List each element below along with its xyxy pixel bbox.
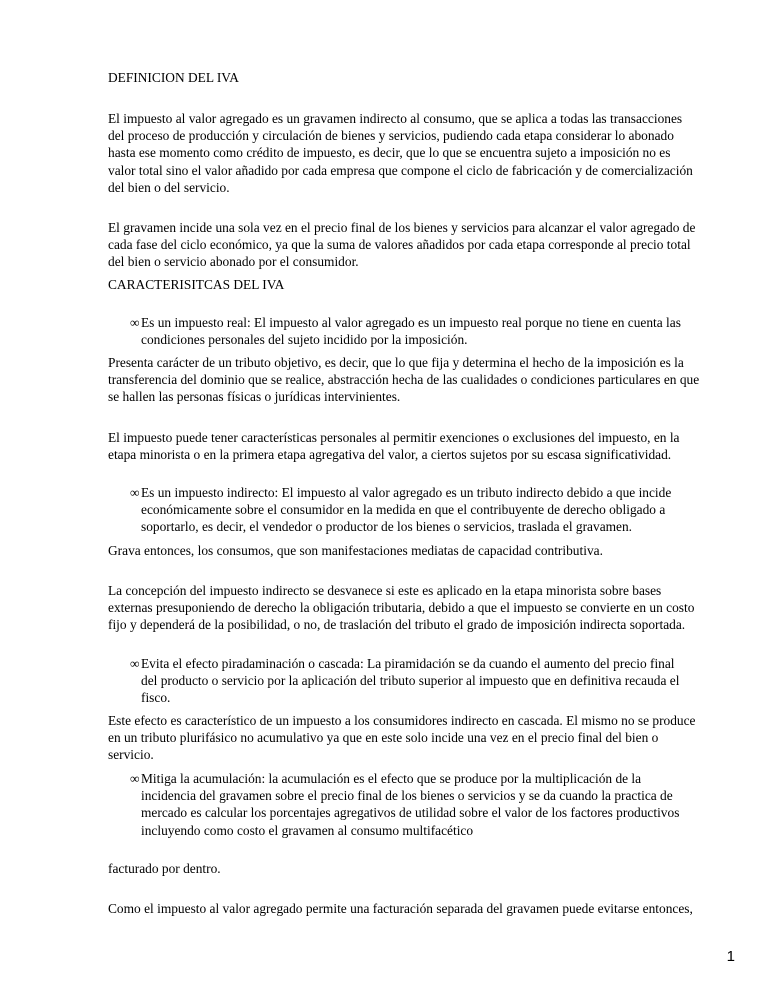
paragraph-concepcion: La concepción del impuesto indirecto se desvanece si este es aplicado en la etapa minorista sobre bases externas presuponiendo de derecho la obligación tributaria, debido a que el impuesto se convierte en un costo fijo y dependerá de la posibilidad, o no, de traslación del tributo el grado de imposición indirecta soportada. (108, 583, 695, 633)
paragraph-caracteristicas-personales: El impuesto puede tener características personales al permitir exenciones o exclusiones del impuesto, en la etapa minorista o en la primera etapa agregativa del valor, a ciertos sujetos por su escasa significatividad. (108, 430, 680, 463)
bullet-text: ∞ Es un impuesto indirecto: El impuesto al valor agregado es un tributo indirecto debido a que incide económicamente sobre el consumidor en la medida en que el contribuyente de derecho obligado a soportarlo, es decir, el vendedor o productor de los bienes o servicios, traslada el gravamen. (130, 484, 730, 536)
bullet-impuesto-real (130, 314, 730, 348)
bullet-text: ∞ Mitiga la acumulación: la acumulación es el efecto que se produce por la multiplicación de la incidencia del gravamen sobre el precio final de los bienes o servicios y se da cuando la practica de mercado es calcular los porcentajes agregativos de utilidad sobre el valor de los factores productivos incluyendo como costo el gravamen al consumo multifacético (130, 770, 730, 839)
paragraph-definicion: El impuesto al valor agregado es un gravamen indirecto al consumo, que se aplica a todas las transacciones del proceso de producción y circulación de bienes y servicios, pudiendo cada etapa considerar lo abonado hasta ese momento como crédito de impuesto, es decir, que lo que se encuentra sujeto a imposición no es valor total sino el valor añadido por cada empresa que compone el ciclo de fabricación y de comercialización del bien o del servicio. (108, 111, 693, 195)
paragraph-gravamen: El gravamen incide una sola vez en el precio final de los bienes y servicios para alcanzar el valor agregado de cada fase del ciclo económico, ya que la suma de valores añadidos por cada etapa corresponde al precio total del bien o servicio abonado por el consumidor. (108, 220, 696, 270)
bullet-mitiga-acumulacion (130, 770, 730, 839)
page-number: 1 (726, 948, 735, 965)
bullet-text: ∞ Es un impuesto real: El impuesto al valor agregado es un impuesto real porque no tiene en cuenta las condiciones personales del sujeto incidido por la imposición. (130, 314, 730, 348)
heading-definicion: DEFINICION DEL IVA (108, 70, 239, 85)
paragraph-grava-consumos: Grava entonces, los consumos, que son manifestaciones mediatas de capacidad contributiva. (108, 543, 603, 558)
paragraph-efecto-caracteristico: Este efecto es característico de un impuesto a los consumidores indirecto en cascada. El mismo no se produce en un tributo plurifásico no acumulativo ya que en este solo incide una vez en el precio final del bien o servicio. (108, 713, 696, 763)
bullet-text: ∞ Evita el efecto piradaminación o cascada: La piramidación se da cuando el aumento del precio final del producto o servicio por la aplicación del tributo superior al impuesto que en definitiva recauda el fisco. (130, 655, 730, 707)
bullet-impuesto-indirecto (130, 484, 730, 536)
heading-caracteristicas: CARACTERISITCAS DEL IVA (108, 277, 285, 292)
bullet-efecto-cascada (130, 655, 730, 707)
paragraph-facturado: facturado por dentro. (108, 861, 221, 876)
paragraph-facturacion-separada: Como el impuesto al valor agregado permite una facturación separada del gravamen puede evitarse entonces, (108, 901, 693, 916)
paragraph-tributo-objetivo: Presenta carácter de un tributo objetivo, es decir, que lo que fija y determina el hecho de la imposición es la transferencia del dominio que se realice, abstracción hecha de las cualidades o condiciones particulares en que se hallen las personas físicas o jurídicas intervinientes. (108, 355, 700, 405)
